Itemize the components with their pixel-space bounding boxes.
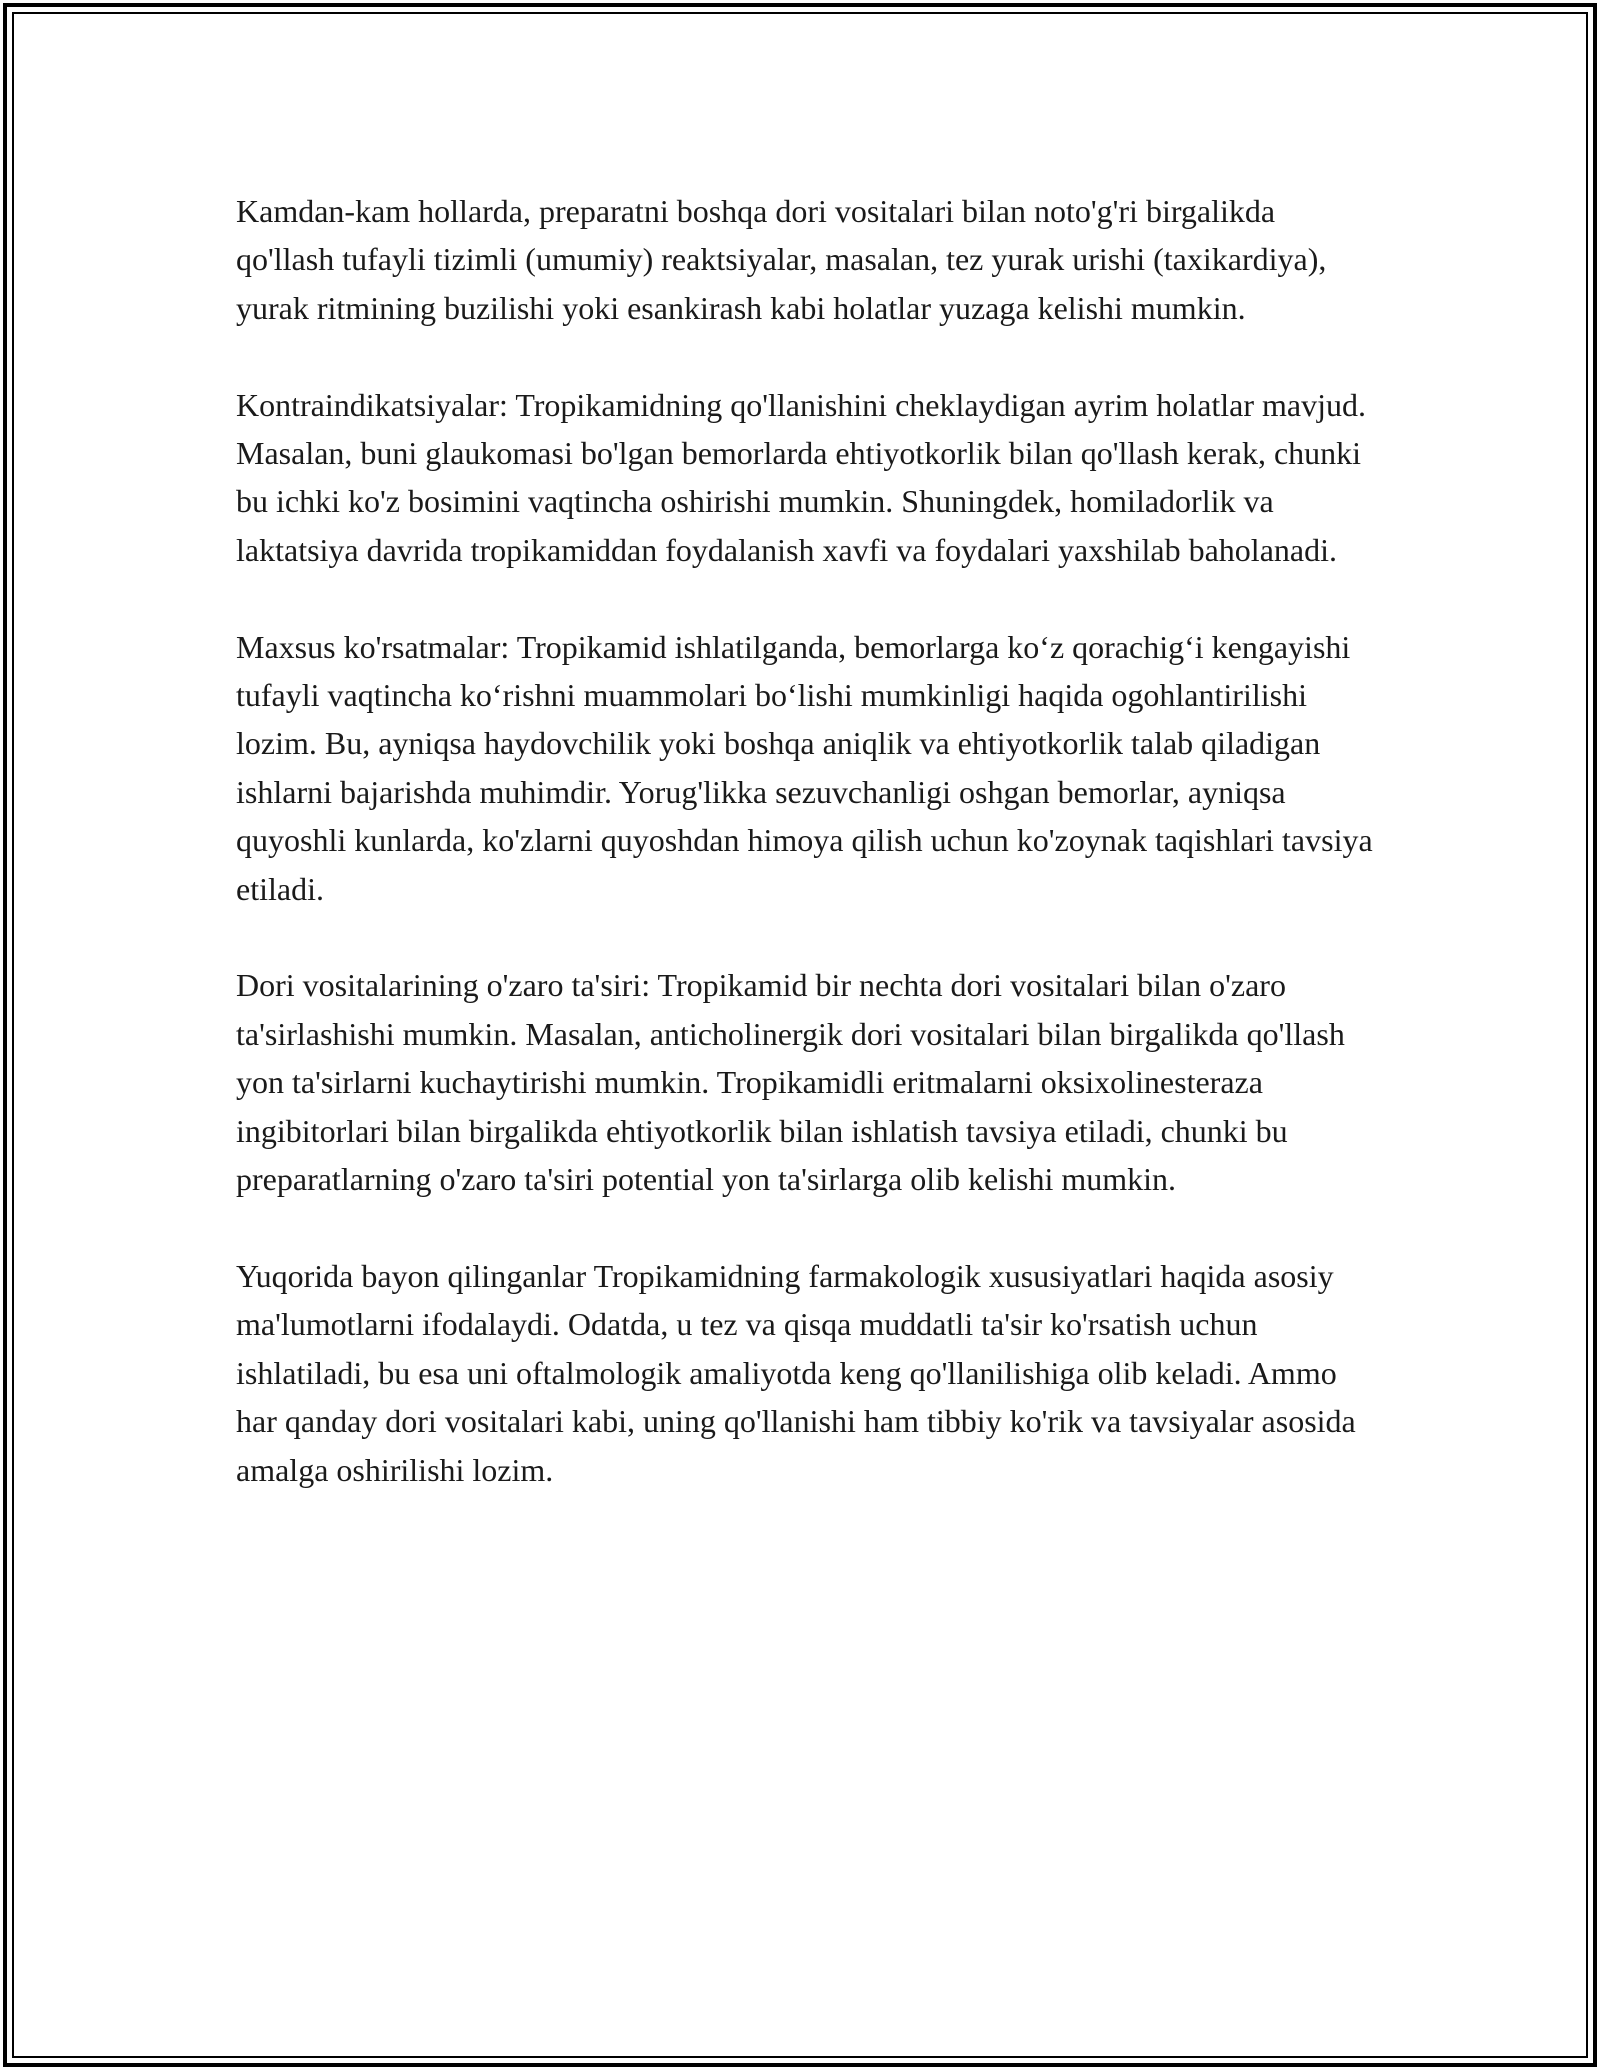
paragraph-special-instructions: Maxsus ko'rsatmalar: Tropikamid ishlatilganda, bemorlarga koʻz qorachigʻi kengayishi tufayli vaqtincha koʻrishni muammolari boʻlishi mumkinligi haqida ogohlantirilishi lozim. Bu, ayniqsa haydovchilik yoki boshqa aniqlik va ehtiyotkorlik talab qiladigan ishlarni bajarishda muhimdir. Yorug'likka sezuvchanligi oshgan bemorlar, ayniqsa quyoshli kunlarda, ko'zlarni quyoshdan himoya qilish uchun ko'zoynak taqishlari tavsiya etiladi. — [236, 628, 1373, 907]
document-body — [236, 187, 1376, 1542]
paragraph-drug-interactions: Dori vositalarining o'zaro ta'siri: Tropikamid bir nechta dori vositalari bilan o'zaro ta'sirlashishi mumkin. Masalan, anticholinergik dori vositalari bilan birgalikda qo'llash yon ta'sirlarni kuchaytirishi mumkin. Tropikamidli eritmalarni oksixolinesteraza ingibitorlari bilan birgalikda ehtiyotkorlik bilan ishlatish tavsiya etiladi, chunki bu preparatlarning o'zaro ta'siri potential yon ta'sirlarga olib kelishi mumkin. — [236, 967, 1345, 1198]
paragraph-summary: Yuqorida bayon qilinganlar Tropikamidning farmakologik xususiyatlari haqida asosiy ma'lumotlarni ifodalaydi. Odatda, u tez va qisqa muddatli ta'sir ko'rsatish uchun ishlatiladi, bu esa uni oftalmologik amaliyotda keng qo'llanilishiga olib keladi. Ammo har qanday dori vositalari kabi, uning qo'llanishi ham tibbiy ko'rik va tavsiyalar asosida amalga oshirilishi lozim. — [236, 1257, 1356, 1488]
paragraph-side-effects: Kamdan-kam hollarda, preparatni boshqa dori vositalari bilan noto'g'ri birgalikda qo'llash tufayli tizimli (umumiy) reaktsiyalar, masalan, tez yurak urishi (taxikardiya), yurak ritmining buzilishi yoki esankirash kabi holatlar yuzaga kelishi mumkin. — [236, 193, 1327, 326]
paragraph-contraindications: Kontraindikatsiyalar: Tropikamidning qo'llanishini cheklaydigan ayrim holatlar mavjud. Masalan, buni glaukomasi bo'lgan bemorlarda ehtiyotkorlik bilan qo'llash kerak, chunki bu ichki ko'z bosimini vaqtincha oshirishi mumkin. Shuningdek, homiladorlik va laktatsiya davrida tropikamiddan foydalanish xavfi va foydalari yaxshilab baholanadi. — [236, 386, 1367, 568]
